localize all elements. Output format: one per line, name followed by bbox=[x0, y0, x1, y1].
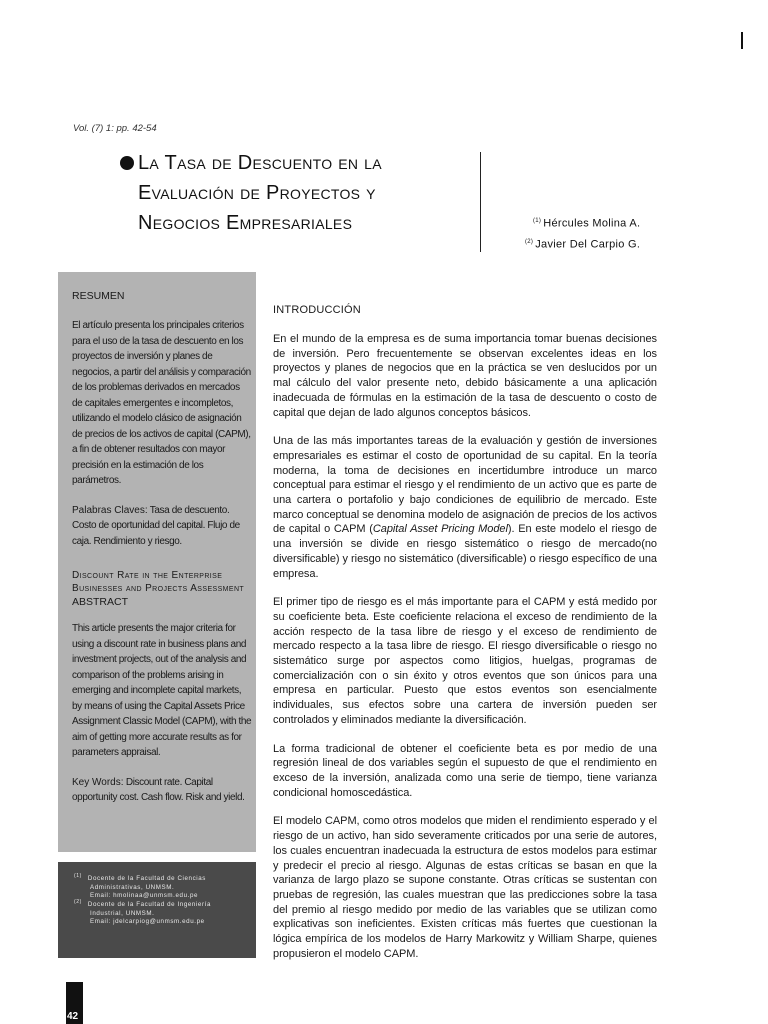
footnote-2-mark: (2) bbox=[74, 899, 82, 905]
crop-mark bbox=[741, 32, 743, 49]
paragraph-5: El modelo CAPM, como otros modelos que miden el rendimiento esperado y el riesgo de un activo, han sido severamente criticados por una serie de autores, los cuales encuentran inadecuada la estructura de estos modelos para estimar y predecir el precio al riesgo. Algunas de estas críticas se basan en que la varianza de largo plazo se supone constante. Otras críticas se sustentan con pruebas de regresión, las cuales muestran que las predicciones sobre la tasa del premio al riesgo medido por medio de las variables que se utilizan como explicativas son ineficientes. Existen críticas más fuertes que cuestionan la lógica empírica de los modelos de Harry Markowitz y William Sharpe, quienes propusieron el modelo CAPM. bbox=[273, 815, 657, 960]
author-2 bbox=[525, 233, 640, 254]
author-footnotes bbox=[58, 862, 256, 958]
title-line-1: La Tasa de Descuento en la bbox=[138, 152, 382, 174]
footnote-1-email: Email: hmolinaa@unmsm.edu.pe bbox=[90, 892, 199, 900]
abstract-sidebar bbox=[58, 272, 256, 852]
footnote-2 bbox=[74, 898, 211, 927]
paragraph-1: En el mundo de la empresa es de suma importancia tomar buenas decisiones de inversión. Pero frecuentemente se observan excelentes ideas en los proyectos y planes de negocios que en la práctica se ven deslucidos por un mal cálculo del valor presente neto, debido básicamente a una aplicación inadecuada de fórmulas en la estimación de la tasa de descuento o costo de capital que dejan de lado algunos conceptos básicos. bbox=[273, 333, 657, 419]
paragraph-2-part-1: Una de las más importantes tareas de la evaluación y gestión de inversiones empresariales es estimar el costo de oportunidad de su capital. En la teoría moderna, la toma de decisiones en incertidumbre introduce un marco conceptual para estimar el riesgo y el rendimiento de un activo que es parte de una cartera o portafolio y bajo condiciones de equilibrio de mercado. Este marco conceptual se denomina modelo de asignación de precios de los activos de capital o CAPM ( bbox=[273, 435, 657, 536]
abstract-text: This article presents the major criteria for using a discount rate in business plans and investment projects, out of the analysis and comparison of the problems arising in emerging and incomplete capital markets, by means of using the Capital Assets Price Assignment Classic Model (CAPM), with the aim of getting more accurate results as for parameters appraisal. bbox=[72, 623, 252, 758]
title-divider bbox=[480, 152, 481, 252]
footnote-1-mark: (1) bbox=[74, 873, 82, 879]
footnote-1-line1: Docente de la Facultad de Ciencias bbox=[87, 875, 207, 883]
key-words bbox=[72, 775, 252, 806]
author-list bbox=[525, 212, 641, 253]
footnote-1-line2: Administrativas, UNMSM. bbox=[90, 883, 175, 891]
palabras-label: Palabras Claves: bbox=[72, 504, 148, 516]
english-title: Discount Rate in the Enterprise Businesses and Projects Assessment bbox=[72, 570, 245, 594]
resumen-text: El artículo presenta los principales criterios para el uso de la tasa de descuento en los proyectos de inversión y planes de negocios, a partir del análisis y comparación de los problemas derivados en mercados de capitales emergentes e incompletos, utilizando el modelo clásico de asignación de precios de los activos de capital (CAPM), a fin de obtener resultados con mayor precisión en la estimación de los parámetros. bbox=[72, 320, 251, 486]
paragraph-2-part-2: ). En este modelo el riesgo de una inversión se divide en riesgo sistemático o riesgo de mercado(no diversificable) y riesgo no sistemático (diversificable) o riesgo específico de una empresa. bbox=[273, 523, 658, 580]
main-text-column bbox=[273, 304, 657, 975]
title-line-3: Negocios Empresariales bbox=[138, 212, 353, 234]
author-2-mark: (2) bbox=[525, 238, 534, 245]
introduccion-heading: INTRODUCCIÓN bbox=[273, 304, 361, 316]
keywords-text: Discount rate. Capital opportunity cost. Cash flow. Risk and yield. bbox=[72, 776, 245, 803]
author-1-mark: (1) bbox=[533, 218, 542, 224]
paragraph-4: La forma tradicional de obtener el coeficiente beta es por medio de una regresión lineal de dos variables según el supuesto de que el rendimiento en exceso de la inversión, analizada como una serie de tiempo, tiene varianza condicional homoscedástica. bbox=[273, 742, 657, 799]
capm-term: Capital Asset Pricing Model bbox=[372, 523, 508, 536]
paragraph-3: El primer tipo de riesgo es el más importante para el CAPM y está medido por su coeficiente beta. Este coeficiente relaciona el exceso de rendimiento de la acción respecto de la tasa libre de riesgo y el exceso de rendimiento de mercado respecto a la tasa libre de riesgo. El riesgo diversificable o riesgo no sistemático surge por aspectos como litigios, huelgas, programas de comercialización con o sin éxito y otros eventos que son únicos para una empresa en particular. Puesto que estos eventos son esencialmente individuales, sus efectos sobre una cartera de inversión pueden ser controlados y eliminados mediante la diversificación. bbox=[273, 596, 657, 726]
palabras-claves bbox=[72, 503, 252, 550]
article-title bbox=[118, 148, 458, 238]
footnote-2-line1: Docente de la Facultad de Ingeniería bbox=[87, 901, 211, 909]
footnote-2-line2: Industrial, UNMSM. bbox=[90, 909, 155, 917]
author-1 bbox=[533, 212, 640, 233]
keywords-label: Key Words: bbox=[72, 776, 124, 788]
footnote-2-email: Email: jdelcarpiog@unmsm.edu.pe bbox=[90, 918, 205, 926]
title-bullet-icon bbox=[120, 156, 134, 170]
author-2-name: Javier Del Carpio G. bbox=[535, 238, 641, 251]
volume-citation: Vol. (7) 1: pp. 42-54 bbox=[73, 123, 157, 134]
author-1-name: Hércules Molina A. bbox=[543, 217, 641, 230]
palabras-text: Tasa de descuento. Costo de oportunidad del capital. Flujo de caja. Rendimiento y riesgo. bbox=[72, 504, 240, 547]
footnote-1 bbox=[74, 872, 206, 901]
title-line-2: Evaluación de Proyectos y bbox=[138, 182, 376, 204]
abstract-heading: ABSTRACT bbox=[72, 596, 129, 608]
paragraph-2 bbox=[273, 434, 657, 581]
page-number: 42 bbox=[67, 1011, 79, 1022]
resumen-heading: RESUMEN bbox=[72, 290, 125, 302]
